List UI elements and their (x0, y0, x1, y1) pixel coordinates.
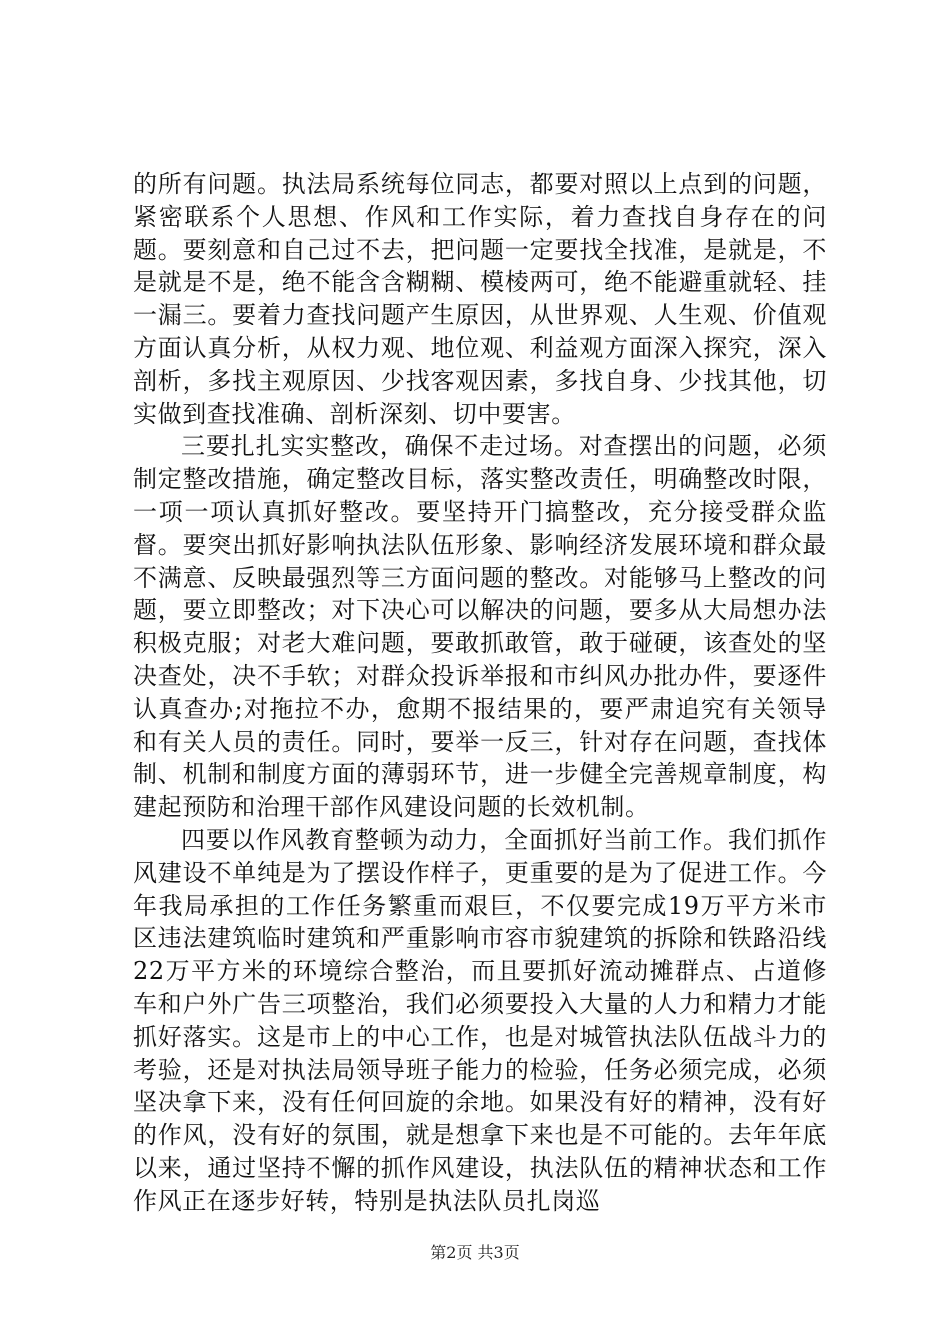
paragraph-1: 的所有问题。执法局系统每位同志，都要对照以上点到的问题，紧密联系个人思想、作风和工作实际，着力查找自身存在的问题。要刻意和自己过不去，把问题一定要找全找准，是就是，不是就是不是，绝不能含含糊糊、模棱两可，绝不能避重就轻、挂一漏三。要着力查找问题产生原因，从世界观、人生观、价值观方面认真分析，从权力观、地位观、利益观方面深入探究，深入剖析，多找主观原因、少找客观因素，多找自身、少找其他，切实做到查找准确、剖析深刻、切中要害。 (133, 170, 827, 428)
paragraph-3: 四要以作风教育整顿为动力，全面抓好当前工作。我们抓作风建设不单纯是为了摆设作样子，更重要的是为了促进工作。今年我局承担的工作任务繁重而艰巨，不仅要完成19万平方米市区违法建筑临时建筑和严重影响市容市貌建筑的拆除和铁路沿线22万平方米的环境综合整治，而且要抓好流动摊群点、占道修车和户外广告三项整治，我们必须要投入大量的人力和精力才能抓好落实。这是市上的中心工作，也是对城管执法队伍战斗力的考验，还是对执法局领导班子能力的检验，任务必须完成，必须坚决拿下来，没有任何回旋的余地。如果没有好的精神，没有好的作风，没有好的氛围，就是想拿下来也是不可能的。去年年底以来，通过坚持不懈的抓作风建设，执法队伍的精神状态和工作作风正在逐步好转，特别是执法队员扎岗巡 (133, 825, 827, 1215)
paragraph-2: 三要扎扎实实整改，确保不走过场。对查摆出的问题，必须制定整改措施，确定整改目标，落实整改责任，明确整改时限，一项一项认真抓好整改。要坚持开门搞整改，充分接受群众监督。要突出抓好影响执法队伍形象、影响经济发展环境和群众最不满意、反映最强烈等三方面问题的整改。对能够马上整改的问题，要立即整改；对下决心可以解决的问题，要多从大局想办法积极克服；对老大难问题，要敢抓敢管，敢于碰硬，该查处的坚决查处，决不手软；对群众投诉举报和市纠风办批办件，要逐件认真查办;对拖拉不办，愈期不报结果的，要严肃追究有关领导和有关人员的责任。同时，要举一反三，针对存在问题，查找体制、机制和制度方面的薄弱环节，进一步健全完善规章制度，构建起预防和治理干部作风建设问题的长效机制。 (133, 432, 827, 822)
document-body (133, 168, 827, 1218)
page-footer: 第2页 共3页 (430, 1243, 520, 1262)
